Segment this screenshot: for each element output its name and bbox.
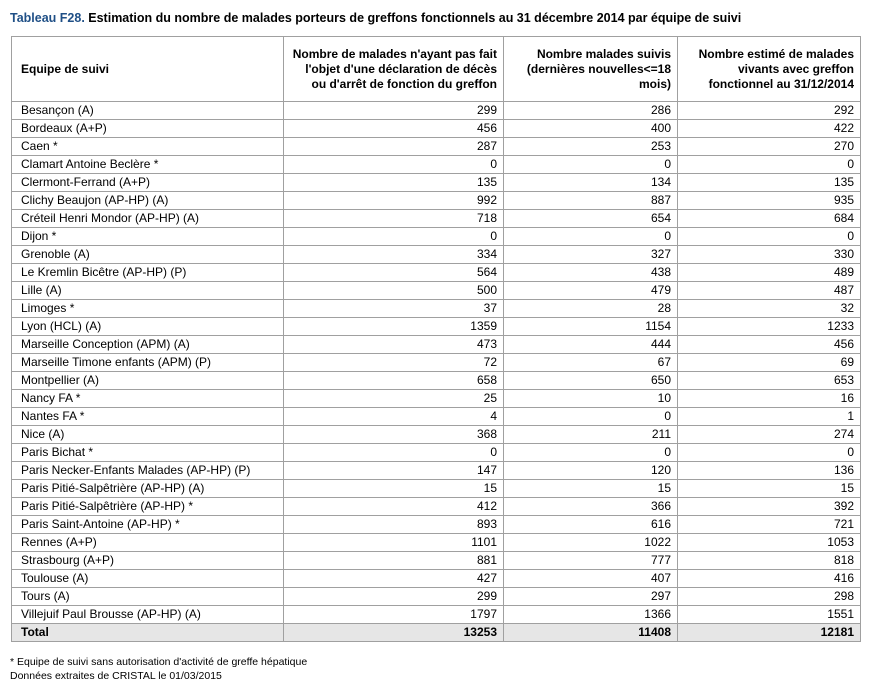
cell-patients-without-declaration: 13253 <box>284 624 504 642</box>
cell-team: Paris Necker-Enfants Malades (AP-HP) (P) <box>12 462 284 480</box>
cell-estimated-living: 292 <box>678 102 861 120</box>
cell-patients-without-declaration: 147 <box>284 462 504 480</box>
table-row <box>12 444 861 462</box>
cell-estimated-living: 721 <box>678 516 861 534</box>
table-row <box>12 354 861 372</box>
cell-patients-without-declaration: 0 <box>284 444 504 462</box>
cell-team: Strasbourg (A+P) <box>12 552 284 570</box>
cell-estimated-living: 1 <box>678 408 861 426</box>
cell-estimated-living: 12181 <box>678 624 861 642</box>
cell-patients-without-declaration: 881 <box>284 552 504 570</box>
cell-estimated-living: 487 <box>678 282 861 300</box>
cell-patients-followed: 10 <box>504 390 678 408</box>
table-row <box>12 372 861 390</box>
table-title-text: Estimation du nombre de malades porteurs de greffons fonctionnels au 31 décembre 2014 par équipe de suivi <box>84 11 742 25</box>
cell-patients-without-declaration: 37 <box>284 300 504 318</box>
cell-team: Clamart Antoine Beclère * <box>12 156 284 174</box>
table-row <box>12 228 861 246</box>
cell-patients-without-declaration: 15 <box>284 480 504 498</box>
cell-estimated-living: 489 <box>678 264 861 282</box>
cell-estimated-living: 1233 <box>678 318 861 336</box>
table-row <box>12 426 861 444</box>
cell-patients-without-declaration: 25 <box>284 390 504 408</box>
cell-team: Nantes FA * <box>12 408 284 426</box>
cell-patients-followed: 211 <box>504 426 678 444</box>
cell-patients-followed: 0 <box>504 408 678 426</box>
table-row <box>12 480 861 498</box>
cell-patients-followed: 1154 <box>504 318 678 336</box>
cell-patients-followed: 654 <box>504 210 678 228</box>
cell-patients-followed: 438 <box>504 264 678 282</box>
table-row <box>12 300 861 318</box>
cell-team: Villejuif Paul Brousse (AP-HP) (A) <box>12 606 284 624</box>
cell-patients-followed: 479 <box>504 282 678 300</box>
cell-team: Le Kremlin Bicêtre (AP-HP) (P) <box>12 264 284 282</box>
cell-estimated-living: 274 <box>678 426 861 444</box>
cell-patients-followed: 1022 <box>504 534 678 552</box>
cell-patients-followed: 28 <box>504 300 678 318</box>
cell-team: Rennes (A+P) <box>12 534 284 552</box>
cell-patients-followed: 0 <box>504 156 678 174</box>
cell-team: Paris Saint-Antoine (AP-HP) * <box>12 516 284 534</box>
table-row <box>12 210 861 228</box>
table-row <box>12 336 861 354</box>
cell-patients-without-declaration: 287 <box>284 138 504 156</box>
cell-patients-without-declaration: 72 <box>284 354 504 372</box>
cell-estimated-living: 0 <box>678 156 861 174</box>
cell-estimated-living: 422 <box>678 120 861 138</box>
column-header-team: Equipe de suivi <box>12 37 284 102</box>
cell-team: Marseille Timone enfants (APM) (P) <box>12 354 284 372</box>
cell-team: Paris Pitié-Salpêtrière (AP-HP) (A) <box>12 480 284 498</box>
cell-patients-followed: 444 <box>504 336 678 354</box>
cell-estimated-living: 32 <box>678 300 861 318</box>
cell-patients-without-declaration: 0 <box>284 228 504 246</box>
cell-patients-followed: 0 <box>504 228 678 246</box>
footnote-asterisk: * Equipe de suivi sans autorisation d'activité de greffe hépatique <box>10 656 308 668</box>
cell-estimated-living: 1053 <box>678 534 861 552</box>
table-row <box>12 246 861 264</box>
table-row <box>12 138 861 156</box>
table-row <box>12 282 861 300</box>
table-body <box>12 102 861 642</box>
table-row <box>12 552 861 570</box>
cell-patients-without-declaration: 299 <box>284 588 504 606</box>
cell-patients-without-declaration: 564 <box>284 264 504 282</box>
cell-estimated-living: 135 <box>678 174 861 192</box>
cell-estimated-living: 330 <box>678 246 861 264</box>
column-header-patients-followed: Nombre malades suivis (dernières nouvelles<=18 mois) <box>504 37 678 102</box>
cell-patients-without-declaration: 299 <box>284 102 504 120</box>
table-row <box>12 588 861 606</box>
cell-patients-followed: 286 <box>504 102 678 120</box>
table-row <box>12 498 861 516</box>
cell-team: Clermont-Ferrand (A+P) <box>12 174 284 192</box>
table-row <box>12 408 861 426</box>
cell-patients-followed: 777 <box>504 552 678 570</box>
cell-team: Créteil Henri Mondor (AP-HP) (A) <box>12 210 284 228</box>
cell-patients-followed: 11408 <box>504 624 678 642</box>
cell-patients-without-declaration: 992 <box>284 192 504 210</box>
cell-team: Tours (A) <box>12 588 284 606</box>
table-row <box>12 462 861 480</box>
table-row <box>12 318 861 336</box>
column-header-patients-without-declaration: Nombre de malades n'ayant pas fait l'objet d'une déclaration de décès ou d'arrêt de fonction du greffon <box>284 37 504 102</box>
cell-patients-without-declaration: 4 <box>284 408 504 426</box>
cell-team: Total <box>12 624 284 642</box>
cell-estimated-living: 416 <box>678 570 861 588</box>
cell-patients-without-declaration: 368 <box>284 426 504 444</box>
cell-patients-followed: 1366 <box>504 606 678 624</box>
cell-team: Marseille Conception (APM) (A) <box>12 336 284 354</box>
cell-estimated-living: 456 <box>678 336 861 354</box>
cell-patients-followed: 134 <box>504 174 678 192</box>
cell-team: Montpellier (A) <box>12 372 284 390</box>
cell-patients-without-declaration: 500 <box>284 282 504 300</box>
cell-patients-followed: 650 <box>504 372 678 390</box>
cell-estimated-living: 653 <box>678 372 861 390</box>
cell-team: Lyon (HCL) (A) <box>12 318 284 336</box>
cell-estimated-living: 16 <box>678 390 861 408</box>
cell-estimated-living: 15 <box>678 480 861 498</box>
cell-estimated-living: 298 <box>678 588 861 606</box>
column-header-estimated-living: Nombre estimé de malades vivants avec greffon fonctionnel au 31/12/2014 <box>678 37 861 102</box>
table-row <box>12 516 861 534</box>
cell-team: Dijon * <box>12 228 284 246</box>
cell-estimated-living: 684 <box>678 210 861 228</box>
cell-patients-followed: 327 <box>504 246 678 264</box>
total-row <box>12 624 861 642</box>
cell-patients-without-declaration: 0 <box>284 156 504 174</box>
cell-team: Clichy Beaujon (AP-HP) (A) <box>12 192 284 210</box>
table-title <box>10 10 870 26</box>
table-row <box>12 174 861 192</box>
footnote-source: Données extraites de CRISTAL le 01/03/2015 <box>10 670 222 682</box>
cell-estimated-living: 935 <box>678 192 861 210</box>
cell-estimated-living: 818 <box>678 552 861 570</box>
data-table <box>11 36 861 642</box>
cell-patients-without-declaration: 412 <box>284 498 504 516</box>
cell-patients-followed: 0 <box>504 444 678 462</box>
cell-patients-followed: 407 <box>504 570 678 588</box>
cell-patients-followed: 253 <box>504 138 678 156</box>
cell-estimated-living: 0 <box>678 444 861 462</box>
cell-patients-followed: 616 <box>504 516 678 534</box>
cell-team: Nice (A) <box>12 426 284 444</box>
cell-patients-without-declaration: 718 <box>284 210 504 228</box>
table-row <box>12 390 861 408</box>
cell-patients-without-declaration: 334 <box>284 246 504 264</box>
cell-patients-without-declaration: 1359 <box>284 318 504 336</box>
cell-patients-followed: 887 <box>504 192 678 210</box>
cell-estimated-living: 392 <box>678 498 861 516</box>
cell-team: Nancy FA * <box>12 390 284 408</box>
cell-patients-without-declaration: 1101 <box>284 534 504 552</box>
table-row <box>12 534 861 552</box>
cell-patients-followed: 15 <box>504 480 678 498</box>
cell-team: Limoges * <box>12 300 284 318</box>
cell-team: Paris Pitié-Salpêtrière (AP-HP) * <box>12 498 284 516</box>
cell-patients-followed: 67 <box>504 354 678 372</box>
cell-patients-followed: 297 <box>504 588 678 606</box>
cell-estimated-living: 0 <box>678 228 861 246</box>
cell-patients-without-declaration: 456 <box>284 120 504 138</box>
cell-patients-followed: 400 <box>504 120 678 138</box>
cell-patients-without-declaration: 1797 <box>284 606 504 624</box>
cell-patients-without-declaration: 427 <box>284 570 504 588</box>
table-row <box>12 120 861 138</box>
cell-patients-followed: 120 <box>504 462 678 480</box>
table-row <box>12 102 861 120</box>
cell-patients-without-declaration: 893 <box>284 516 504 534</box>
cell-team: Bordeaux (A+P) <box>12 120 284 138</box>
table-row <box>12 264 861 282</box>
header-row <box>12 37 861 102</box>
table-row <box>12 192 861 210</box>
table-row <box>12 606 861 624</box>
table-number: Tableau F28. <box>10 11 85 25</box>
cell-team: Grenoble (A) <box>12 246 284 264</box>
cell-patients-without-declaration: 135 <box>284 174 504 192</box>
cell-estimated-living: 136 <box>678 462 861 480</box>
cell-patients-without-declaration: 473 <box>284 336 504 354</box>
cell-patients-followed: 366 <box>504 498 678 516</box>
cell-team: Toulouse (A) <box>12 570 284 588</box>
cell-team: Lille (A) <box>12 282 284 300</box>
cell-estimated-living: 1551 <box>678 606 861 624</box>
cell-team: Besançon (A) <box>12 102 284 120</box>
cell-estimated-living: 69 <box>678 354 861 372</box>
cell-team: Caen * <box>12 138 284 156</box>
table-row <box>12 570 861 588</box>
cell-team: Paris Bichat * <box>12 444 284 462</box>
cell-estimated-living: 270 <box>678 138 861 156</box>
table-row <box>12 156 861 174</box>
cell-patients-without-declaration: 658 <box>284 372 504 390</box>
